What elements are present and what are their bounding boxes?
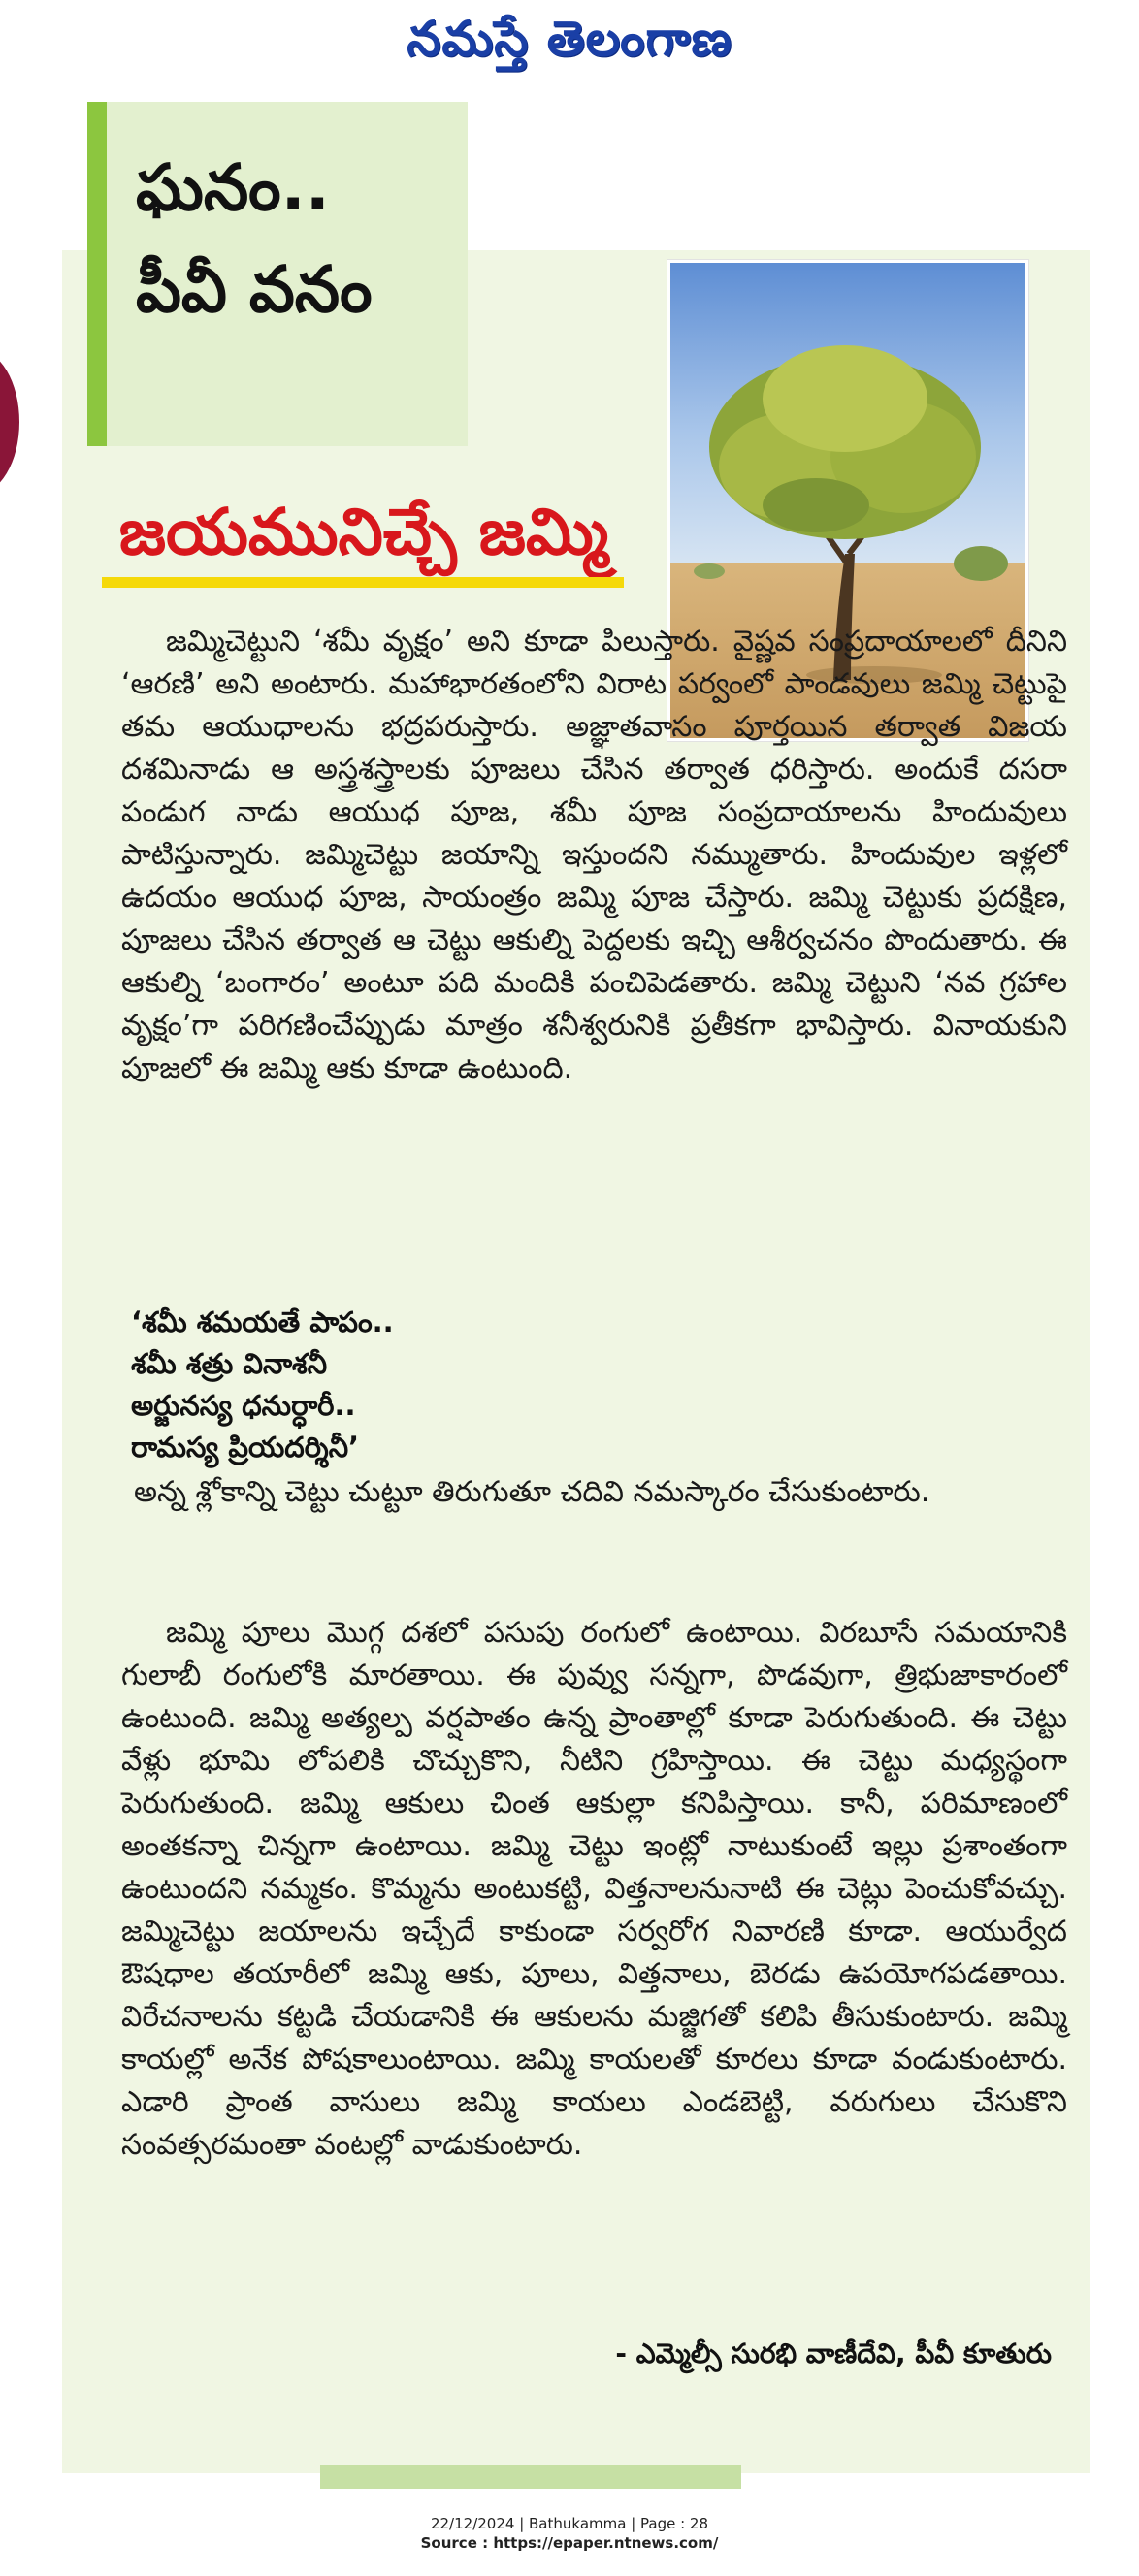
decorative-shape xyxy=(0,349,19,495)
verse-line-1: ‘శమీ శమయతే పాపం.. xyxy=(131,1305,394,1338)
bottom-decor-bar xyxy=(320,2465,741,2489)
subtitle-underline xyxy=(102,577,624,588)
paragraph-1 xyxy=(121,621,1067,1090)
footer-date-page: 22/12/2024 | Bathukamma | Page : 28 xyxy=(430,2515,709,2532)
author-byline: - ఎమ్మెల్సీ సురభి వాణీదేవి, పీవీ కూతురు xyxy=(615,2337,1052,2369)
paragraph-1-text: జమ్మిచెట్టుని ‘శమీ వృక్షం’ అని కూడా పిలుస్తారు. వైష్ణవ సంప్రదాయాలలో దీనిని ‘ఆరణి’ అని అంటారు. మహాభారతంలోని విరాట పర్వంలో పాండవులు జమ్మి చెట్టుపై తమ ఆయుధాలను భద్రపరుస్తారు. అజ్ఞాతవాసం పూర్తయిన తర్వాత విజయ దశమినాడు ఆ అస్త్రశస్త్రాలకు పూజలు చేసిన తర్వాత ధరిస్తారు. అందుకే దసరా పండుగ నాడు ఆయుధ పూజ, శమీ పూజ సంప్రదాయాలను హిందువులు పాటిస్తున్నారు. జమ్మిచెట్టు జయాన్ని ఇస్తుందని నమ్ముతారు. హిందువుల ఇళ్లలో ఉదయం ఆయుధ పూజ, సాయంత్రం జమ్మి పూజ చేస్తారు. జమ్మి చెట్టుకు ప్రదక్షిణ, పూజలు చేసిన తర్వాత ఆ చెట్టు ఆకుల్ని పెద్దలకు ఇచ్చి ఆశీర్వచనం పొందుతారు. ఈ ఆకుల్ని ‘బంగారం’ అంటూ పది మందికి పంచిపెడతారు. జమ్మి చెట్టుని ‘నవ గ్రహాల వృక్షం’గా పరిగణించేప్పుడు మాత్రం శనీశ్వరునికి ప్రతీకగా భావిస్తారు. వినాయకుని పూజలో ఈ జమ్మి ఆకు కూడా ఉంటుంది. xyxy=(121,625,1067,1085)
masthead-logo: నమస్తే తెలంగాణ xyxy=(407,11,732,67)
verse-line-3: అర్జునస్య ధనుర్ధారీ.. xyxy=(131,1389,356,1422)
verse-followup: అన్న శ్లోకాన్ని చెట్టు చుట్టూ తిరుగుతూ చదివి నమస్కారం చేసుకుంటారు. xyxy=(134,1475,930,1509)
headline-box xyxy=(87,102,468,446)
verse-line-4: రామస్య ప్రియదర్శినీ’ xyxy=(131,1431,360,1464)
headline-line-1: ఘనం.. xyxy=(136,150,330,225)
page-footer xyxy=(0,2514,1139,2553)
verse-line-2: శమీ శత్రు వినాశనీ xyxy=(131,1347,328,1380)
sloka-verse xyxy=(131,1302,1004,1468)
headline-line-2: పీవీ వనం xyxy=(136,252,373,327)
paragraph-2 xyxy=(121,1612,1067,2167)
article-subtitle: జయమునిచ్చే జమ్మి xyxy=(118,495,609,569)
footer-source-link[interactable]: Source : https://epaper.ntnews.com/ xyxy=(420,2534,719,2552)
paragraph-2-text: జమ్మి పూలు మొగ్గ దశలో పసుపు రంగులో ఉంటాయి. విరబూసే సమయానికి గులాబీ రంగులోకి మారతాయి. ఈ పువ్వు సన్నగా, పొడవుగా, త్రిభుజాకారంలో ఉంటుంది. జమ్మి అత్యల్ప వర్షపాతం ఉన్న ప్రాంతాల్లో కూడా పెరుగుతుంది. ఈ చెట్టు వేళ్లు భూమి లోపలికి చొచ్చుకొని, నీటిని గ్రహిస్తాయి. ఈ చెట్టు మధ్యస్థంగా పెరుగుతుంది. జమ్మి ఆకులు చింత ఆకుల్లా కనిపిస్తాయి. కానీ, పరిమాణంలో అంతకన్నా చిన్నగా ఉంటాయి. జమ్మి చెట్టు ఇంట్లో నాటుకుంటే ఇల్లు ప్రశాంతంగా ఉంటుందని నమ్మకం. కొమ్మను అంటుకట్టి, విత్తనాలనునాటి ఈ చెట్లు పెంచుకోవచ్చు. జమ్మిచెట్టు జయాలను ఇచ్చేదే కాకుండా సర్వరోగ నివారణి కూడా. ఆయుర్వేద ఔషధాల తయారీలో జమ్మి ఆకు, పూలు, విత్తనాలు, బెరడు ఉపయోగపడతాయి. విరేచనాలను కట్టడి చేయడానికి ఈ ఆకులను మజ్జిగతో కలిపి తీసుకుంటారు. జమ్మి కాయల్లో అనేక పోషకాలుంటాయి. జమ్మి కాయలతో కూరలు కూడా వండుకుంటారు. ఎడారి ప్రాంత వాసులు జమ్మి కాయలు ఎండబెట్టి, వరుగులు చేసుకొని సంవత్సరమంతా వంటల్లో వాడుకుంటారు. xyxy=(121,1616,1067,2162)
